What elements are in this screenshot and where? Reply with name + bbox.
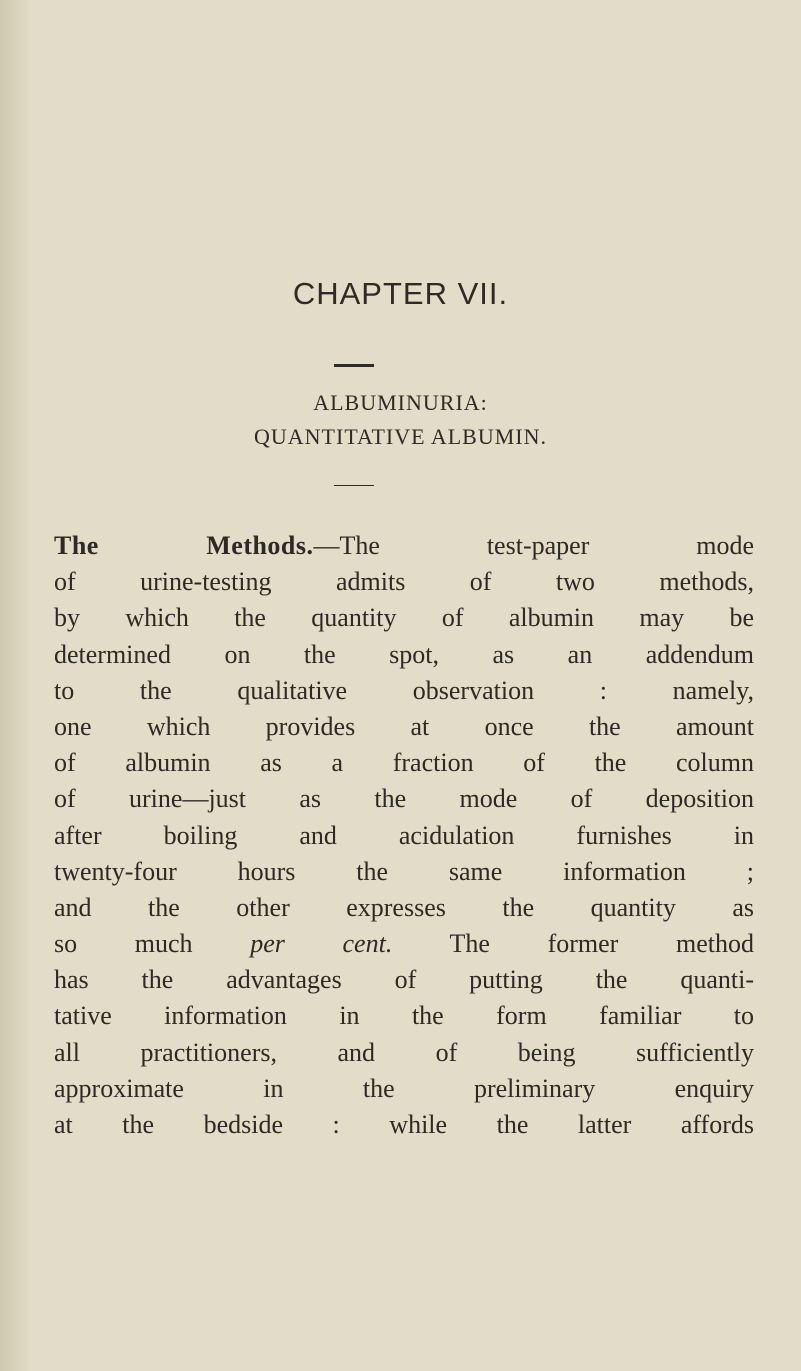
- text-line: of urine—just as the mode of deposition: [54, 784, 754, 814]
- page-edge-shadow: [0, 0, 34, 1371]
- section-lead-in: The Methods.: [54, 531, 314, 560]
- text-span: The former method: [392, 929, 754, 959]
- body-paragraph: [54, 528, 754, 1143]
- chapter-subtitle-line-2: QUANTITATIVE ALBUMIN.: [254, 424, 547, 449]
- text-line: determined on the spot, as an addendum: [54, 639, 754, 669]
- text-line: approximate in the preliminary enquiry: [54, 1073, 754, 1103]
- text-line: by which the quantity of albumin may be: [54, 603, 754, 633]
- text-line: at the bedside : while the latter affords: [54, 1110, 754, 1139]
- heading-rule-top: [334, 364, 374, 367]
- italic-text: per cent.: [250, 929, 393, 959]
- text-line: to the qualitative observation : namely,: [54, 675, 754, 705]
- text-line: of albumin as a fraction of the column: [54, 748, 754, 778]
- text-line: has the advantages of putting the quanti-: [54, 965, 754, 995]
- text-line: [54, 926, 754, 962]
- text-line: after boiling and acidulation furnishes in: [54, 820, 754, 850]
- chapter-subtitle-line-1: ALBUMINURIA:: [313, 390, 488, 415]
- chapter-heading: CHAPTER VII.: [292, 276, 509, 311]
- text-span: so much: [54, 929, 251, 959]
- text-span: —The test-paper mode: [313, 531, 754, 560]
- text-line: twenty-four hours the same information ;: [54, 856, 754, 886]
- text-line: [54, 528, 754, 564]
- text-line: one which provides at once the amount: [54, 711, 754, 741]
- text-line: tative information in the form familiar to: [54, 1001, 754, 1031]
- text-line: of urine-testing admits of two methods,: [54, 567, 754, 597]
- text-line: and the other expresses the quantity as: [54, 892, 754, 922]
- text-line: all practitioners, and of being sufficiently: [54, 1037, 754, 1067]
- heading-rule-bottom: [334, 485, 374, 486]
